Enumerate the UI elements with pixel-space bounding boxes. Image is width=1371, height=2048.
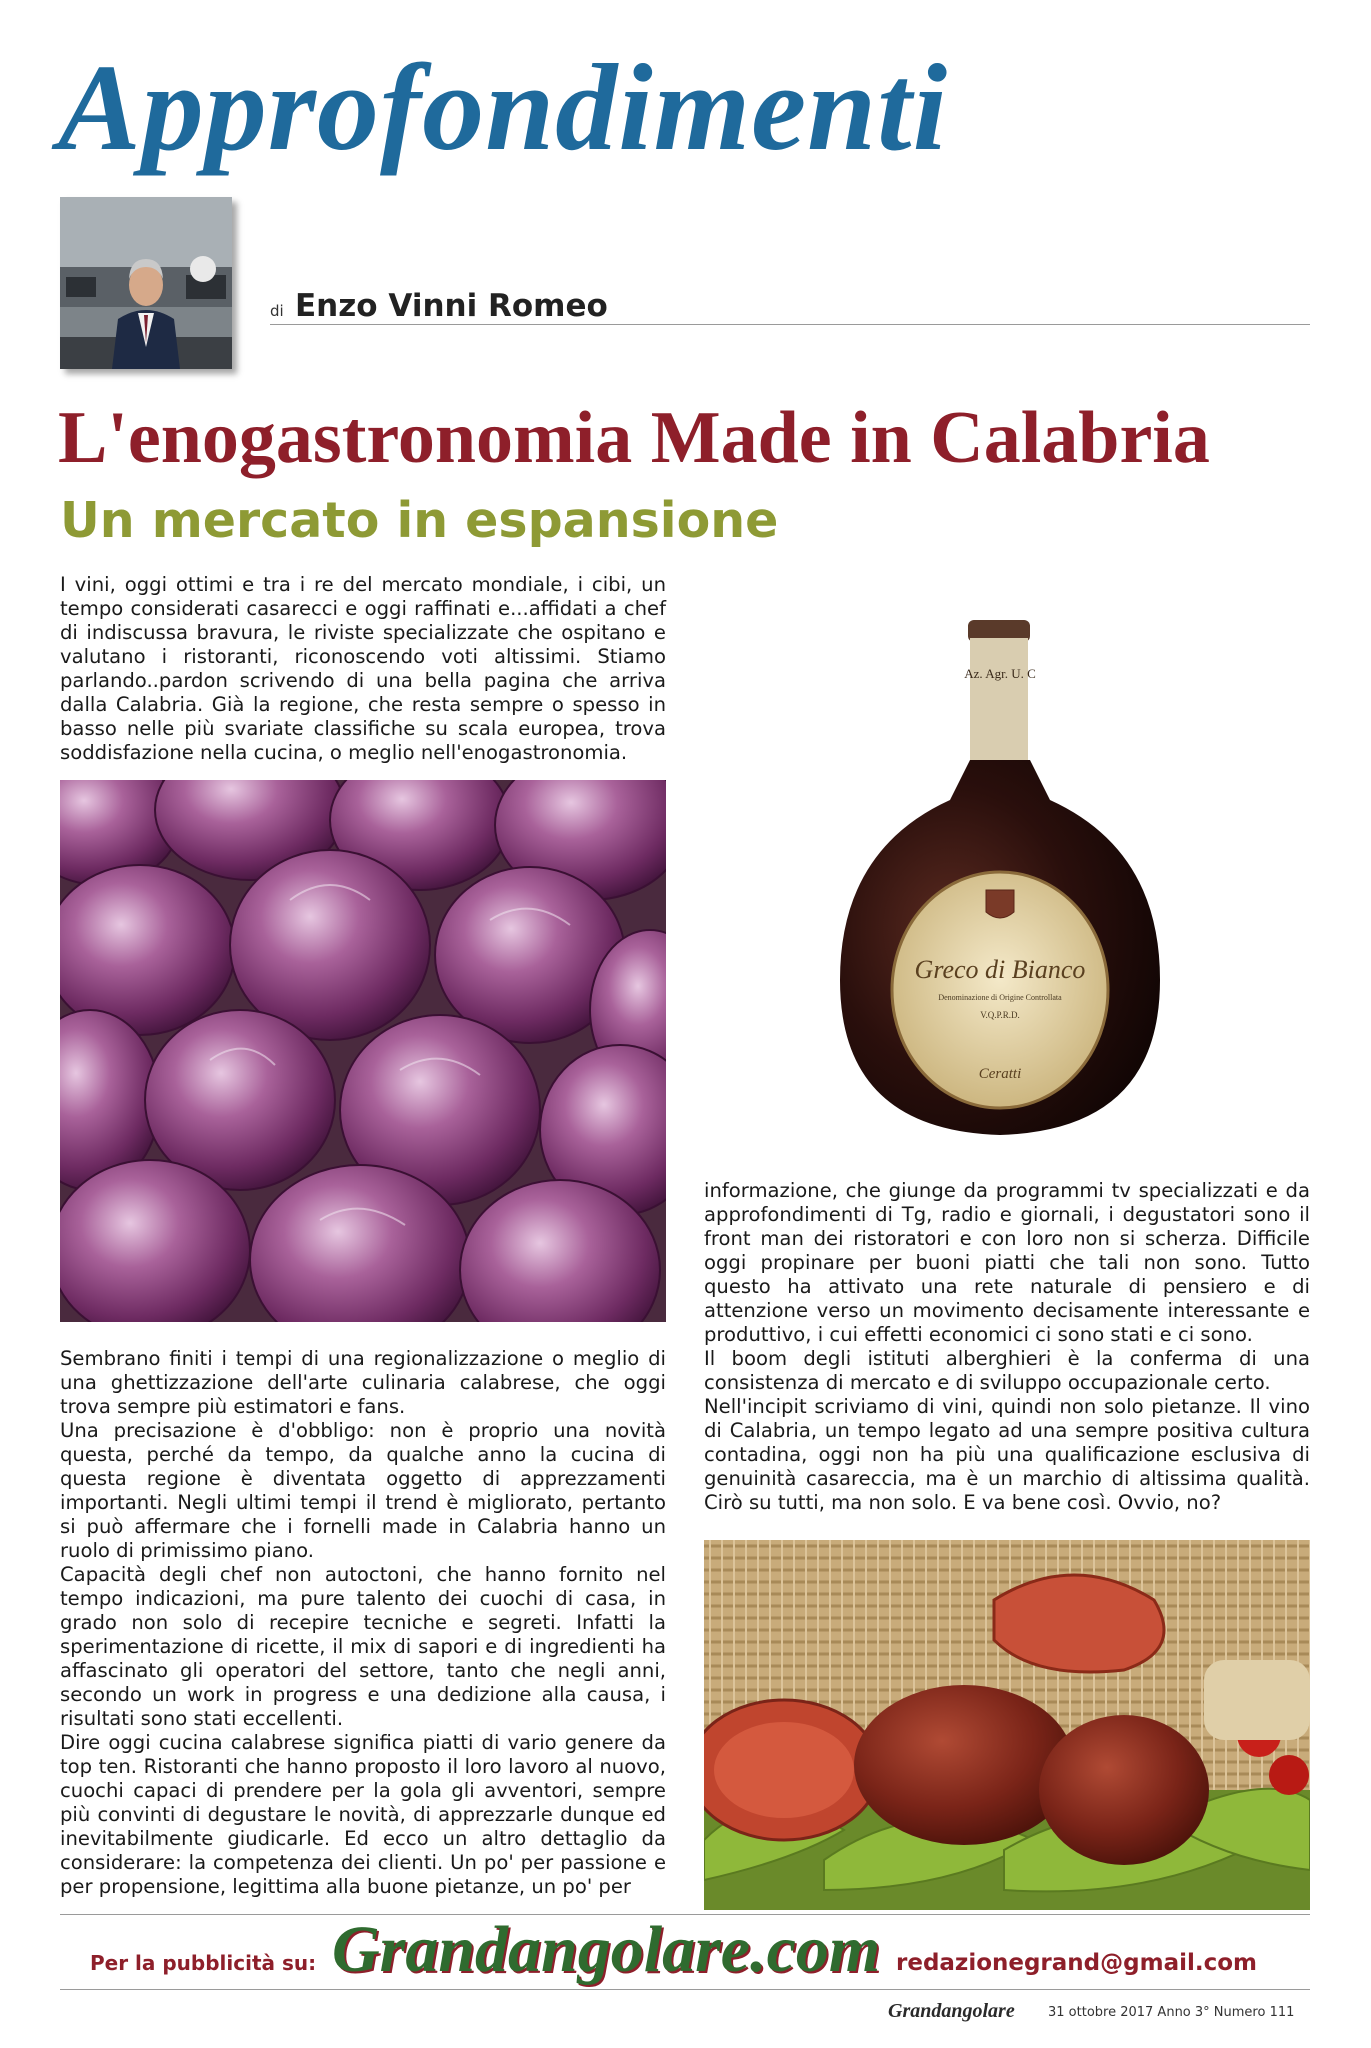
intro-paragraph: I vini, oggi ottimi e tra i re del mercato mondiale, i cibi, un tempo considerati casarecci e oggi raffinati e...affidati a chef di indiscussa bravura, le riviste specializzate che ospitano e valutano i ristoranti, riconoscendo voti altissimi. Stiamo parlando..pardon scrivendo di una bella pagina che arriva dalla Calabria. Già la regione, che resta sempre o spesso in basso nelle più svariate classifiche su scala europea, trova soddisfazione nella cucina, o meglio nell'enogastronomia. [60, 573, 666, 764]
wine-neck-label: Az. Agr. U. C [964, 666, 1036, 681]
article-intro [60, 573, 666, 765]
nduja-salumi-image [704, 1540, 1310, 1910]
wine-denomination: Denominazione di Origine Controllata [938, 993, 1062, 1002]
left-paragraph-1: Sembrano finiti i tempi di una regionalizzazione o meglio di una ghettizzazione dell'arte culinaria calabrese, che oggi trova sempre più estimatori e fans. [60, 1347, 666, 1418]
right-paragraph-3: Nell'incipit scriviamo di vini, quindi non solo pietanze. Il vino di Calabria, un tempo legato ad una sempre positiva cultura contadina, oggi non ha più una qualificazione esclusiva di genuinità casareccia, ma è un marchio di altissima qualità. Cirò su tutti, ma non solo. E va bene così. Ovvio, no? [704, 1395, 1310, 1514]
byline-prefix: di [270, 302, 284, 320]
author-photo [60, 197, 232, 369]
left-paragraph-3: Capacità degli chef non autoctoni, che hanno fornito nel tempo indicazioni, ma pure talento dei cuochi di casa, in grado non solo di recepire tecniche e segreti. Infatti la sperimentazione di ricette, il mix di sapori e di ingredienti ha affascinato gli operatori del settore, tanto che negli anni, secondo un work in progress e una dedizione alla causa, i risultati sono stati eccellenti. [60, 1563, 666, 1730]
byline [270, 290, 1310, 325]
brand-logo-text[interactable]: Grandangolare.com [332, 1913, 881, 1986]
left-paragraph-4: Dire oggi cucina calabrese significa piatti di vario genere da top ten. Ristoranti che hanno proposto il loro lavoro al nuovo, cuochi capaci di prendere per la gola gli avventori, sempre più convinti di degustare le novità, di apprezzarle dunque ed inevitabilmente giudicarle. Ed ecco un altro dettaglio da considerare: la competenza dei clienti. Un po' per passione e per propensione, legittima alla buone pietanze, un po' per [60, 1731, 666, 1898]
wine-bottle-photo [800, 600, 1200, 1160]
article-headline: L'enogastronomia Made in Calabria [58, 397, 1210, 479]
wine-class: V.Q.P.R.D. [980, 1010, 1020, 1020]
article-subheadline: Un mercato in espansione [60, 492, 779, 549]
right-paragraph-2: Il boom degli istituti alberghieri è la conferma di una consistenza di mercato e di sviluppo occupazionale certo. [704, 1347, 1310, 1394]
wine-producer: Ceratti [978, 1066, 1022, 1082]
left-paragraph-2: Una precisazione è d'obbligo: non è proprio una novità questa, perché da tempo, da qualche anno la cucina di questa regione è diventata oggetto di apprezzamenti importanti. Negli ultimi tempi il trend è migliorato, pertanto si può affermare che i fornelli made in Calabria hanno un ruolo di primissimo piano. [60, 1419, 666, 1562]
right-paragraph-1: informazione, che giunge da programmi tv specializzati e da approfondimenti di Tg, radio e giornali, i degustatori sono il front man dei ristoratori e con loro non si scherza. Difficile oggi propinare per buoni piatti che tali non sono. Tutto questo ha attivato una rete naturale di pensiero e di attenzione verso un movimento decisamente interessante e produttivo, i cui effetti economici ci sono stati e ci sono. [704, 1179, 1310, 1346]
red-onions-image [60, 780, 666, 1322]
footer-rule-bottom [60, 1989, 1310, 1990]
contact-email-link[interactable]: redazionegrand@gmail.com [896, 1950, 1257, 1976]
advertising-label: Per la pubblicità su: [90, 1951, 317, 1975]
nduja-salumi-photo [704, 1540, 1310, 1910]
author-portrait-image [60, 197, 232, 369]
wine-name: Greco di Bianco [914, 955, 1086, 984]
wine-bottle-image [800, 600, 1200, 1160]
section-title: Approfondimenti [58, 39, 949, 176]
publication-name: Grandangolare [888, 2000, 1015, 2022]
issue-info: 31 ottobre 2017 Anno 3° Numero 111 [1048, 2005, 1295, 2020]
right-column [704, 1179, 1310, 1515]
author-name: Enzo Vinni Romeo [295, 288, 616, 324]
left-column [60, 1347, 666, 1899]
red-onions-photo [60, 780, 666, 1322]
